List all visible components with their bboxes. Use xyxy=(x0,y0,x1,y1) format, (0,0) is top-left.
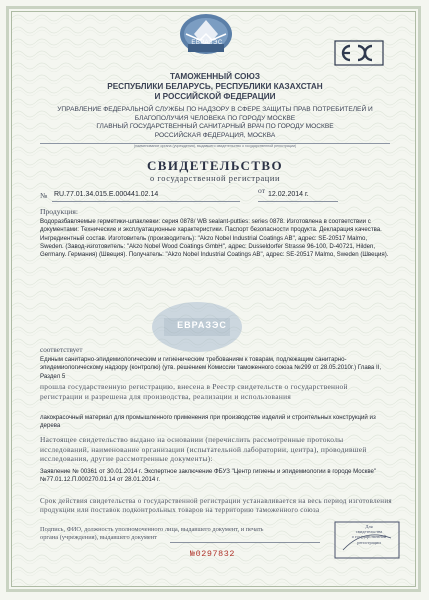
product-description: Водоразбавляемые герметики-шпаклевки: серия 0878/ WB sealant-putties: series 0878. Изготовлена в соответствии с документами: Технические и эксплуатационные характеристики. Паспорт безопасности продукта. Декларация качества. Ингредиентный состав. Изготовитель (производитель): "Akzo Nobel Industrial Coatings AB", адрес: SE-20517 Malmo, Sweden. (Завод-изготовитель: "Akzo Nobel Wood Coatings GmbH", адрес: Dusseldorfer Strasse 96-100, D-40721, Hilden, Germany. Германия) (Швеция). Получатель: "Akzo Nobel Industrial Coatings AB", адрес: SE-20517 Malmo, Sweden (Швеция). xyxy=(40,218,389,259)
union-line-2: РЕСПУБЛИКИ БЕЛАРУСЬ, РЕСПУБЛИКИ КАЗАХСТАН xyxy=(107,82,323,91)
document-subtitle: о государственной регистрации xyxy=(149,174,281,183)
dept-line-2: БЛАГОПОЛУЧИЯ ЧЕЛОВЕКА ПО ГОРОДУ МОСКВЕ xyxy=(134,114,296,122)
registration-date: 12.02.2014 г. xyxy=(268,191,309,198)
issuing-caption: (наименование органа (учреждения), выдавшего свидетельство о государственной регистрации) xyxy=(133,144,297,148)
registration-statement: прошла государственную регистрацию, внесена в Реестр свидетельств о государственной регистрации и разрешена для производства, реализации и использования xyxy=(40,382,348,401)
eac-mark-icon xyxy=(334,40,384,66)
emblem-label: ЕВРАЗЭС xyxy=(191,40,223,46)
union-heading xyxy=(40,72,390,102)
watermark-label: ЕВРАЗЭС xyxy=(177,320,227,330)
basis-intro: Настоящее свидетельство выдано на основании (перечислить рассмотренные протоколы исследований, наименование организации (испытательной лаборатории, центра), проводившей исследования, другие рассмотренные документы): xyxy=(40,435,367,464)
stamp-line-4: регистрации xyxy=(357,539,381,545)
document-title: СВИДЕТЕЛЬСТВО xyxy=(147,158,283,173)
date-label: от xyxy=(258,186,266,195)
registration-number: RU.77.01.34.015.Е.000441.02.14 xyxy=(54,191,159,198)
basis-documents: Заявление № 00361 от 30.01.2014 г. Экспертное заключение ФБУЗ "Центр гигиены и эпидемиологии в городе Москве" №77.01.12.П.000270.01.14 от 28.01.2014 г. xyxy=(40,468,377,484)
issuing-department xyxy=(22,106,408,140)
eurasec-emblem-icon xyxy=(176,12,236,64)
date-underline xyxy=(258,201,338,202)
conformity-requirements: Единым санитарно-эпидемиологическим и гигиеническим требованиям к товарам, подлежащим санитарно-эпидемиологическому надзору (контролю) (утв. решением Комиссии таможенного союза №299 от 28.05.2010г.) Глава II, Раздел 5 xyxy=(40,356,382,380)
union-line-3: И РОССИЙСКОЙ ФЕДЕРАЦИИ xyxy=(154,92,276,101)
number-underline xyxy=(52,201,240,202)
signature-line xyxy=(170,542,320,543)
stamp-line-2: свидетельства xyxy=(355,529,383,535)
validity-statement: Срок действия свидетельства о государственной регистрации устанавливается на весь период изготовления продукции или поставок подконтрольных товаров на территорию таможенного союза xyxy=(40,497,392,514)
union-line-1: ТАМОЖЕННЫЙ СОЮЗ xyxy=(170,72,260,81)
stamp-line-3: о государственной xyxy=(351,534,387,540)
form-number: №0297832 xyxy=(190,549,236,559)
dept-line-3: ГЛАВНЫЙ ГОСУДАРСТВЕННЫЙ САНИТАРНЫЙ ВРАЧ ПО ГОРОДУ МОСКВЕ xyxy=(96,123,334,131)
signature-caption: Подпись, ФИО, должность уполномоченного лица, выдавшего документ, и печать органа (учреждения), выдавшего документ xyxy=(40,526,264,542)
dept-line-4: РОССИЙСКАЯ ФЕДЕРАЦИЯ, МОСКВА xyxy=(154,131,276,139)
dept-line-1: УПРАВЛЕНИЕ ФЕДЕРАЛЬНОЙ СЛУЖБЫ ПО НАДЗОРУ В СФЕРЕ ЗАЩИТЫ ПРАВ ПОТРЕБИТЕЛЕЙ И xyxy=(57,106,373,113)
number-label: № xyxy=(40,191,48,200)
conformity-label: соответствует xyxy=(40,346,83,354)
product-label: Продукция: xyxy=(40,207,78,216)
stamp-line-1: Для xyxy=(365,524,373,529)
usage-area: лакокрасочный материал для промышленного применения при производстве изделий и строительных конструкций из дерева xyxy=(40,414,376,430)
stamp-text xyxy=(343,524,395,545)
